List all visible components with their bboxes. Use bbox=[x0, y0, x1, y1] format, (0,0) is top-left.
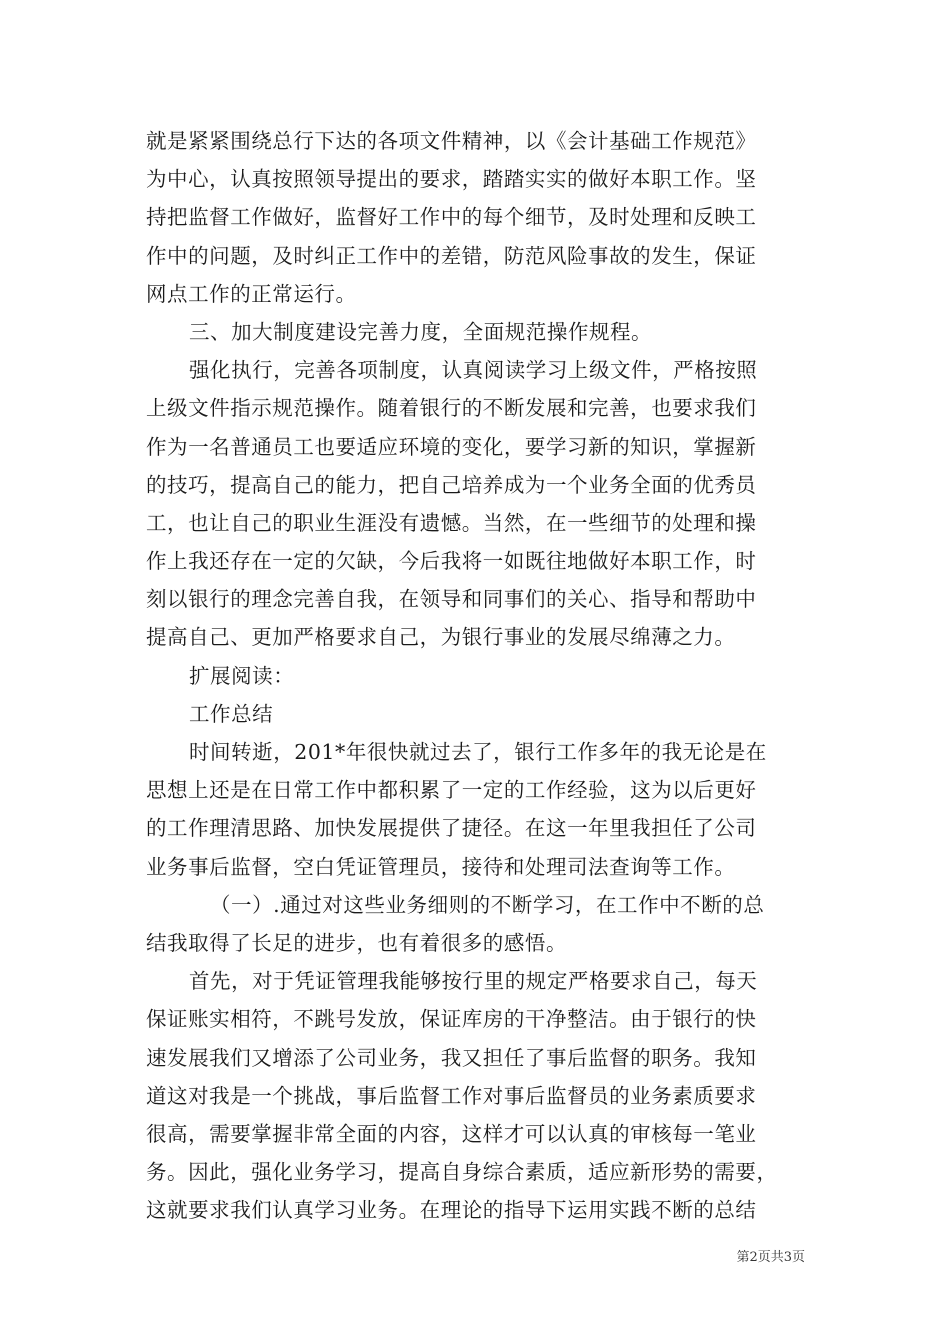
text-line: 上级文件指示规范操作。随着银行的不断发展和完善，也要求我们 bbox=[146, 396, 757, 421]
text-line: 这就要求我们认真学习业务。在理论的指导下运用实践不断的总结 bbox=[146, 1198, 757, 1223]
text-line: 保证账实相符，不跳号发放，保证库房的干净整洁。由于银行的快 bbox=[146, 1007, 757, 1032]
text-line: 的技巧，提高自己的能力，把自己培养成为一个业务全面的优秀员 bbox=[146, 472, 757, 497]
text-line: 工，也让自己的职业生涯没有遗憾。当然，在一些细节的处理和操 bbox=[146, 510, 757, 535]
text-line: 道这对我是一个挑战，事后监督工作对事后监督员的业务素质要求 bbox=[146, 1083, 757, 1108]
text-line: 务。因此，强化业务学习，提高自身综合素质，适应新形势的需要， bbox=[146, 1160, 778, 1185]
text-line: 为中心，认真按照领导提出的要求，踏踏实实的做好本职工作。坚 bbox=[146, 167, 757, 192]
text-line: 速发展我们又增添了公司业务，我又担任了事后监督的职务。我知 bbox=[146, 1045, 757, 1070]
text-line: 提高自己、更加严格要求自己，为银行事业的发展尽绵薄之力。 bbox=[146, 625, 736, 650]
text-line: 业务事后监督，空白凭证管理员，接待和处理司法查询等工作。 bbox=[146, 854, 736, 879]
text-line: 作上我还存在一定的欠缺，今后我将一如既往地做好本职工作，时 bbox=[146, 549, 757, 574]
text-line: 的工作理清思路、加快发展提供了捷径。在这一年里我担任了公司 bbox=[146, 816, 757, 841]
text-line: 强化执行，完善各项制度，认真阅读学习上级文件，严格按照 bbox=[189, 358, 758, 383]
text-line: 首先，对于凭证管理我能够按行里的规定严格要求自己，每天 bbox=[189, 969, 758, 994]
text-line: 结我取得了长足的进步，也有着很多的感悟。 bbox=[146, 930, 567, 955]
text-line: （一）.通过对这些业务细则的不断学习，在工作中不断的总 bbox=[210, 892, 765, 917]
document-body bbox=[146, 122, 808, 1229]
text-line: 三、加大制度建设完善力度，全面规范操作规程。 bbox=[189, 319, 653, 344]
page-number-footer: 第2页共3页 bbox=[736, 1250, 805, 1265]
text-line: 作为一名普通员工也要适应环境的变化，要学习新的知识，掌握新 bbox=[146, 434, 757, 459]
text-line: 思想上还是在日常工作中都积累了一定的工作经验，这为以后更好 bbox=[146, 778, 757, 803]
text-line: 就是紧紧围绕总行下达的各项文件精神，以《会计基础工作规范》 bbox=[146, 129, 757, 153]
text-line: 工作总结 bbox=[189, 701, 274, 726]
text-line: 扩展阅读： bbox=[189, 663, 295, 688]
text-line: 网点工作的正常运行。 bbox=[146, 281, 357, 306]
text-line: 持把监督工作做好，监督好工作中的每个细节，及时处理和反映工 bbox=[146, 205, 757, 230]
text-line: 刻以银行的理念完善自我，在领导和同事们的关心、指导和帮助中 bbox=[146, 587, 757, 612]
text-line: 时间转逝，201*年很快就过去了，银行工作多年的我无论是在 bbox=[189, 740, 767, 764]
text-line: 很高，需要掌握非常全面的内容，这样才可以认真的审核每一笔业 bbox=[146, 1121, 757, 1146]
text-line: 作中的问题，及时纠正工作中的差错，防范风险事故的发生，保证 bbox=[146, 243, 757, 268]
